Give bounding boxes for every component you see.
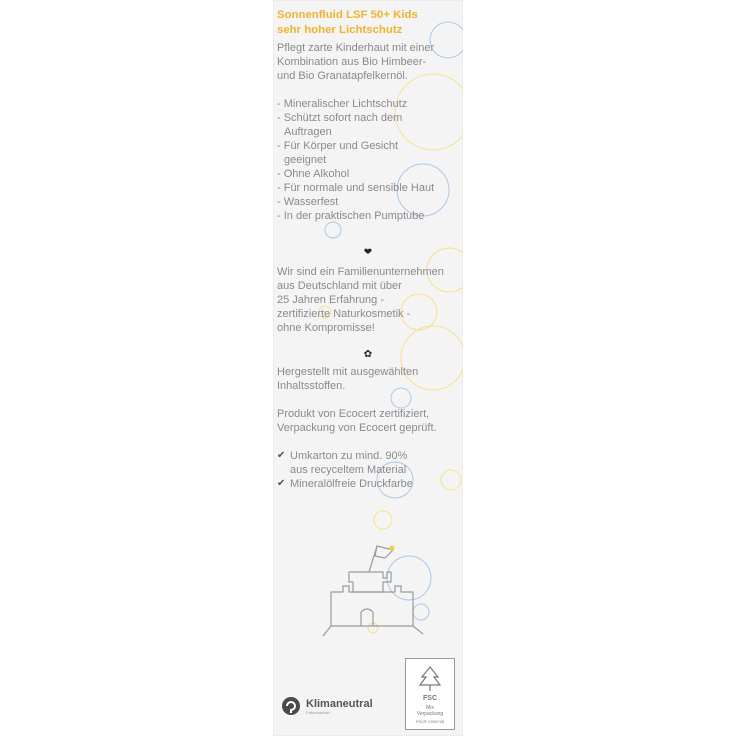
ingredients-line: Hergestellt mit ausgewählten	[277, 366, 419, 378]
feature-item: - Schützt sofort nach dem	[277, 112, 403, 124]
check-text: aus recyceltem Material	[290, 464, 407, 476]
check-item	[277, 477, 459, 491]
feature-item: - Wasserfest	[277, 196, 339, 208]
check-text: Mineralölfreie Druckfarbe	[290, 478, 413, 490]
feature-item: - Für normale und sensible Haut	[277, 182, 435, 194]
feature-item: Auftragen	[284, 126, 332, 138]
logo-subtitle: Faltschachtel	[306, 709, 330, 715]
logo-title: Klimaneutral	[306, 697, 373, 710]
fsc-line: Mix	[426, 705, 434, 711]
heart-icon: ❤	[363, 247, 373, 258]
family-line: ohne Kompromisse!	[277, 322, 375, 334]
check-list	[277, 449, 459, 491]
check-icon: ✔	[277, 478, 286, 489]
certification-line: Produkt von Ecocert zertifiziert,	[277, 408, 430, 420]
fsc-line: FSC® C006728	[415, 719, 445, 724]
climate-circle-icon	[281, 696, 301, 716]
fsc-seal	[405, 658, 455, 730]
feature-item: geeignet	[284, 154, 327, 166]
feature-item: - In der praktischen Pumptube	[277, 210, 425, 222]
fsc-tree-icon	[406, 663, 454, 693]
feature-item: - Für Körper und Gesicht	[277, 140, 399, 152]
fsc-line: Verpackung	[416, 711, 444, 717]
product-title: Sonnenfluid LSF 50+ Kids	[277, 9, 418, 21]
feature-list	[277, 97, 459, 223]
intro-line: Kombination aus Bio Himbeer-	[277, 56, 427, 68]
product-subtitle: sehr hoher Lichtschutz	[277, 24, 403, 36]
check-text: Umkarton zu mind. 90%	[290, 450, 408, 462]
product-text	[277, 8, 459, 491]
family-line: Wir sind ein Familienunternehmen	[277, 266, 444, 278]
feature-item: - Ohne Alkohol	[277, 168, 350, 180]
check-icon: ✔	[277, 450, 286, 461]
certification-line: Verpackung von Ecocert geprüft.	[277, 422, 437, 434]
family-line: aus Deutschland mit über	[277, 280, 402, 292]
product-panel	[273, 0, 463, 736]
feature-item: - Mineralischer Lichtschutz	[277, 98, 408, 110]
intro-line: Pflegt zarte Kinderhaut mit einer	[277, 42, 435, 54]
flower-icon: ✿	[363, 349, 373, 360]
check-item	[277, 449, 459, 477]
climate-neutral-logo	[281, 696, 373, 716]
fsc-label: FSC	[423, 695, 437, 702]
family-line: 25 Jahren Erfahrung -	[277, 294, 385, 306]
ingredients-line: Inhaltsstoffen.	[277, 380, 346, 392]
family-line: zertifizierte Naturkosmetik -	[277, 308, 411, 320]
intro-line: und Bio Granatapfelkernöl.	[277, 70, 408, 82]
sandcastle-illustration	[273, 526, 463, 646]
